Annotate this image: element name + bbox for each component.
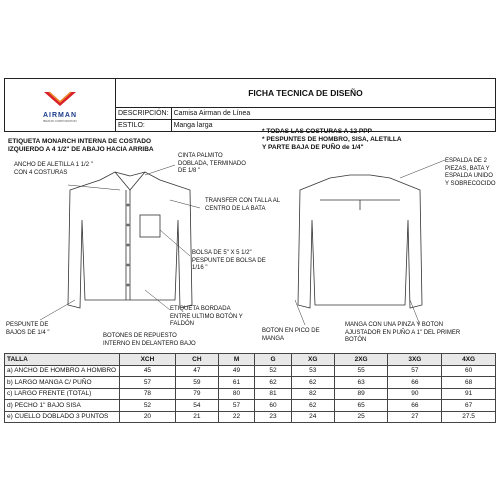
- size-header-row: [5, 354, 496, 366]
- table-cell: 89: [334, 388, 388, 400]
- label-line: AJUSTADOR EN PUÑO A 1" DEL PRIMER: [345, 329, 461, 336]
- table-cell: 47: [175, 365, 218, 377]
- table-cell: 57: [120, 377, 176, 389]
- label-line: BOTÓN: [345, 337, 367, 343]
- header-cell: 2XG: [334, 354, 388, 366]
- table-cell: 61: [218, 377, 254, 389]
- label-line: CINTA PALMITO: [178, 153, 223, 159]
- label-line: TRANSFER CON TALLA AL: [205, 198, 281, 204]
- label-line: CON 4 COSTURAS: [14, 169, 68, 176]
- table-cell: 91: [442, 388, 496, 400]
- table-cell: 57: [388, 365, 442, 377]
- table-cell: 27: [388, 411, 442, 423]
- table-cell: 80: [218, 388, 254, 400]
- header-cell: CH: [175, 354, 218, 366]
- table-cell: 53: [291, 365, 334, 377]
- label-line: MANGA CON UNA PINZA Y BOTON: [345, 322, 444, 328]
- bolsa-label: [192, 250, 266, 273]
- header-cell: G: [255, 354, 291, 366]
- table-cell: 24: [291, 411, 334, 423]
- note-line: Y PARTE BAJA DE PUÑO de 1/4": [262, 144, 364, 151]
- note-line: * TODAS LAS COSTURAS A 12 PPP: [262, 128, 372, 135]
- table-row: [5, 377, 496, 389]
- label-line: INTERNO EN DELANTERO BAJO: [103, 340, 196, 347]
- label-line: CENTRO DE LA BATA: [205, 205, 266, 212]
- espalda-label: [445, 158, 496, 188]
- table-cell: 90: [388, 388, 442, 400]
- label-line: BAJOS DE 1/4 ": [6, 329, 50, 336]
- note-line: IZQUIERDO A 4 1/2" DE ABAJO HACIA ARRIBA: [8, 146, 154, 153]
- logo-text: AIRMAN: [43, 111, 77, 119]
- table-cell: 23: [255, 411, 291, 423]
- table-cell: 60: [255, 400, 291, 412]
- boton-pico-label: [262, 328, 320, 343]
- table-cell: 54: [175, 400, 218, 412]
- label-line: MANGA: [262, 335, 285, 342]
- manga-label: [345, 322, 460, 345]
- description-label: DESCRIPCIÓN:: [116, 108, 172, 120]
- header-cell: XG: [291, 354, 334, 366]
- header-cell: XCH: [120, 354, 176, 366]
- table-cell: 68: [442, 377, 496, 389]
- table-row: [5, 400, 496, 412]
- label-line: BOTON EN PICO DE: [262, 328, 320, 334]
- table-cell: 60: [442, 365, 496, 377]
- etiqueta-label: [170, 306, 243, 329]
- table-cell: b) LARGO MANGA C/ PUÑO: [5, 377, 120, 389]
- label-line: ESPALDA DE 2: [445, 158, 487, 164]
- botones-label: [103, 333, 196, 348]
- label-line: ETIQUETA BORDADA: [170, 306, 231, 312]
- table-cell: c) LARGO FRENTE (TOTAL): [5, 388, 120, 400]
- table-cell: 81: [255, 388, 291, 400]
- table-cell: 62: [255, 377, 291, 389]
- aletilla-label: [14, 162, 93, 177]
- label-line: PIEZAS, BATA Y: [445, 165, 490, 172]
- table-row: [5, 365, 496, 377]
- table-cell: e) CUELLO DOBLADO 3 PUNTOS: [5, 411, 120, 423]
- table-cell: 59: [175, 377, 218, 389]
- label-line: ESPALDA UNIDO: [445, 173, 493, 179]
- description-value: Camisa Airman de Línea: [171, 108, 495, 120]
- table-cell: 27.5: [442, 411, 496, 423]
- note-line: ETIQUETA MONARCH INTERNA DE COSTADO: [8, 138, 151, 145]
- document-title: FICHA TECNICA DE DISEÑO: [116, 79, 496, 108]
- label-line: ANCHO DE ALETILLA 1 1/2 ": [14, 162, 93, 168]
- table-cell: d) PECHO 1" BAJO SISA: [5, 400, 120, 412]
- table-row: [5, 388, 496, 400]
- label-line: 1/16 ": [192, 265, 208, 271]
- header-cell: 3XG: [388, 354, 442, 366]
- table-cell: 82: [291, 388, 334, 400]
- table-cell: 65: [334, 400, 388, 412]
- table-cell: 25: [334, 411, 388, 423]
- label-line: BOTONES DE REPUESTO: [103, 333, 177, 339]
- label-line: BOLSA DE 5" X 5 1/2": [192, 250, 252, 256]
- label-line: Y SOBRECOCIDO: [445, 180, 496, 187]
- transfer-label: [205, 198, 280, 213]
- label-line: DOBLADA, TERMINADO: [178, 160, 246, 167]
- table-cell: 45: [120, 365, 176, 377]
- bajos-label: [6, 322, 49, 337]
- back-shirt-icon: [298, 175, 422, 308]
- table-cell: 63: [334, 377, 388, 389]
- label-line: FALDÓN: [170, 321, 195, 327]
- label-line: DE 1/8 ": [178, 168, 201, 174]
- table-cell: 67: [442, 400, 496, 412]
- table-cell: 66: [388, 400, 442, 412]
- label-line: ENTRE ULTIMO BOTÓN Y: [170, 313, 243, 320]
- label-line: PESPUNTE DE: [6, 322, 49, 328]
- table-row: [5, 411, 496, 423]
- note-line: * PESPUNTES DE HOMBRO, SISA, ALETILLA: [262, 136, 402, 143]
- table-cell: 78: [120, 388, 176, 400]
- table-cell: 52: [255, 365, 291, 377]
- table-cell: 52: [120, 400, 176, 412]
- front-shirt-icon: [68, 172, 192, 308]
- table-cell: 62: [291, 377, 334, 389]
- table-cell: 21: [175, 411, 218, 423]
- style-label: ESTILO:: [116, 120, 172, 132]
- table-cell: 57: [218, 400, 254, 412]
- label-line: PESPUNTE DE BOLSA DE: [192, 257, 266, 264]
- table-cell: 22: [218, 411, 254, 423]
- header-cell: TALLA: [5, 354, 120, 366]
- header-cell: 4XG: [442, 354, 496, 366]
- table-cell: 49: [218, 365, 254, 377]
- style-value: Manga larga: [171, 120, 495, 132]
- table-cell: 20: [120, 411, 176, 423]
- size-table: [4, 353, 496, 423]
- header-cell: M: [218, 354, 254, 366]
- table-cell: 79: [175, 388, 218, 400]
- logo-subtext: BRAND CORPORATION: [43, 118, 77, 123]
- table-cell: 55: [334, 365, 388, 377]
- cinta-label: [178, 153, 246, 176]
- table-cell: 62: [291, 400, 334, 412]
- table-cell: 66: [388, 377, 442, 389]
- table-cell: a) ANCHO DE HOMBRO A HOMBRO: [5, 365, 120, 377]
